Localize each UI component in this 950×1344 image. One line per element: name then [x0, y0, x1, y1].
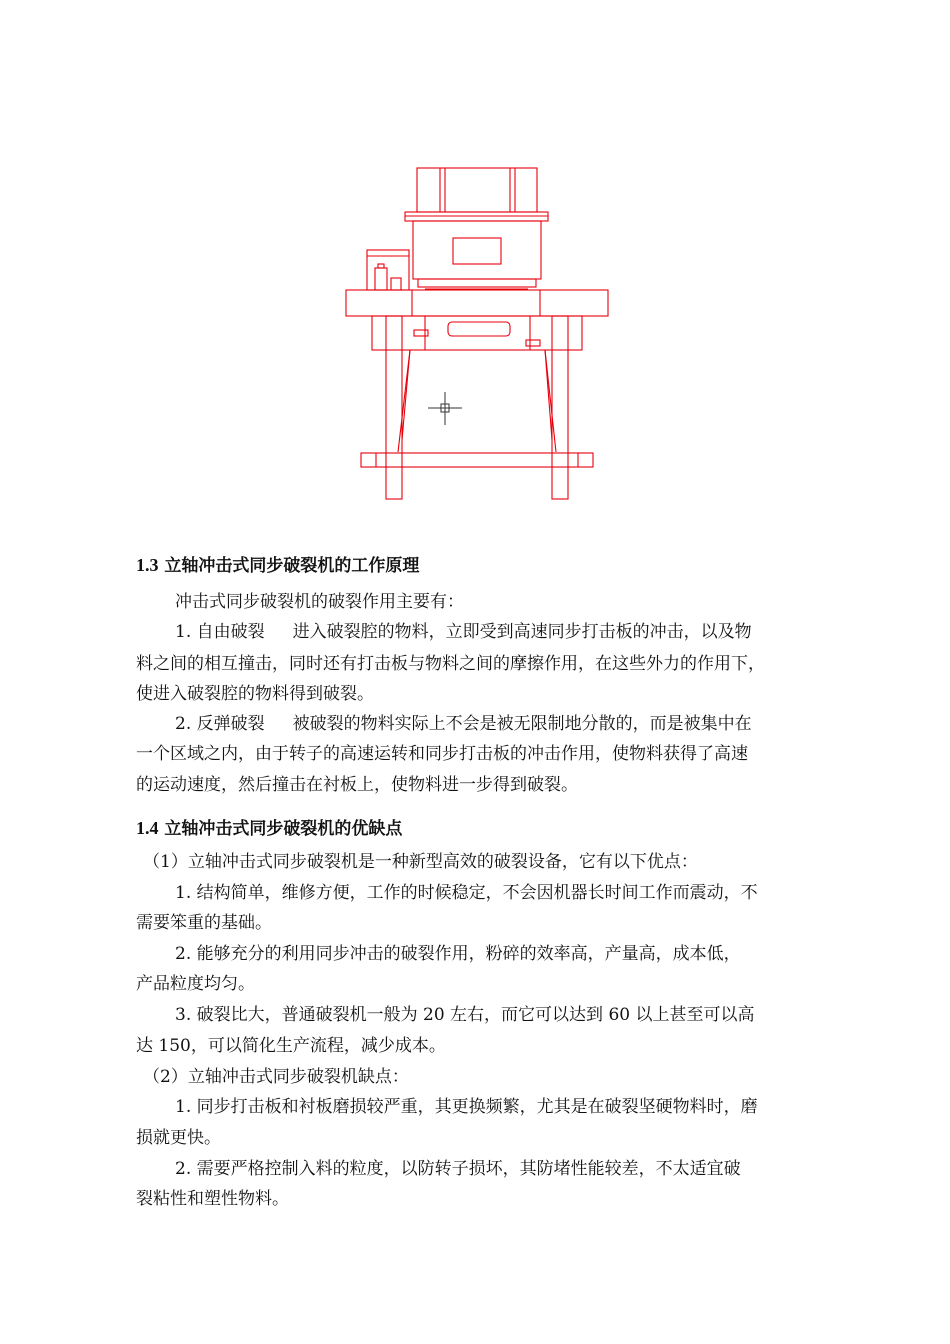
advantage-3-line2: 达 150，可以简化生产流程，减少成本。	[136, 1036, 446, 1056]
section-1-3-heading	[136, 553, 419, 578]
disadvantage-1-line1: 1. 同步打击板和衬板磨损较严重，其更换频繁，尤其是在破裂坚硬物料时，磨	[175, 1097, 758, 1117]
section-number: 1.3	[136, 555, 159, 575]
item-label: 2. 反弹破裂	[175, 714, 265, 734]
paragraph-intro: 冲击式同步破裂机的破裂作用主要有：	[175, 592, 464, 612]
disadvantages-heading: （2）立轴冲击式同步破裂机缺点：	[143, 1067, 409, 1087]
item-rebound-crushing-line3: 的运动速度，然后撞击在衬板上，使物料进一步得到破裂。	[136, 775, 578, 795]
advantages-heading: （1）立轴冲击式同步破裂机是一种新型高效的破裂设备，它有以下优点：	[143, 852, 698, 872]
advantage-2-line1: 2. 能够充分的利用同步冲击的破裂作用，粉碎的效率高，产量高，成本低，	[175, 944, 741, 964]
section-1-4-heading	[136, 816, 402, 841]
item-free-crushing-line2: 料之间的相互撞击，同时还有打击板与物料之间的摩擦作用，在这些外力的作用下，	[136, 654, 765, 674]
crusher-cad-drawing-icon	[330, 160, 620, 510]
item-free-crushing-line3: 使进入破裂腔的物料得到破裂。	[136, 684, 374, 704]
item-rebound-crushing-line2: 一个区域之内，由于转子的高速运转和同步打击板的冲击作用，使物料获得了高速	[136, 744, 748, 764]
item-text: 被破裂的物料实际上不会是被无限制地分散的，而是被集中在	[292, 714, 752, 734]
item-free-crushing-line1	[175, 620, 950, 644]
section-title: 立轴冲击式同步破裂机的优缺点	[164, 819, 403, 839]
item-rebound-crushing-line1	[175, 712, 950, 736]
disadvantage-1-line2: 损就更快。	[136, 1128, 221, 1148]
section-number: 1.4	[136, 818, 159, 838]
advantage-2-line2: 产品粒度均匀。	[136, 974, 255, 994]
disadvantage-2-line2: 裂粘性和塑性物料。	[136, 1189, 289, 1209]
item-label: 1. 自由破裂	[175, 622, 265, 642]
item-text: 进入破裂腔的物料，立即受到高速同步打击板的冲击，以及物	[292, 622, 752, 642]
advantage-3-line1: 3. 破裂比大，普通破裂机一般为 20 左右，而它可以达到 60 以上甚至可以高	[175, 1005, 755, 1025]
section-title: 立轴冲击式同步破裂机的工作原理	[164, 556, 420, 576]
disadvantage-2-line1: 2. 需要严格控制入料的粒度，以防转子损坏，其防堵性能较差，不太适宜破	[175, 1159, 741, 1179]
advantage-1-line2: 需要笨重的基础。	[136, 913, 272, 933]
advantage-1-line1: 1. 结构简单，维修方便，工作的时候稳定，不会因机器长时间工作而震动，不	[175, 883, 758, 903]
